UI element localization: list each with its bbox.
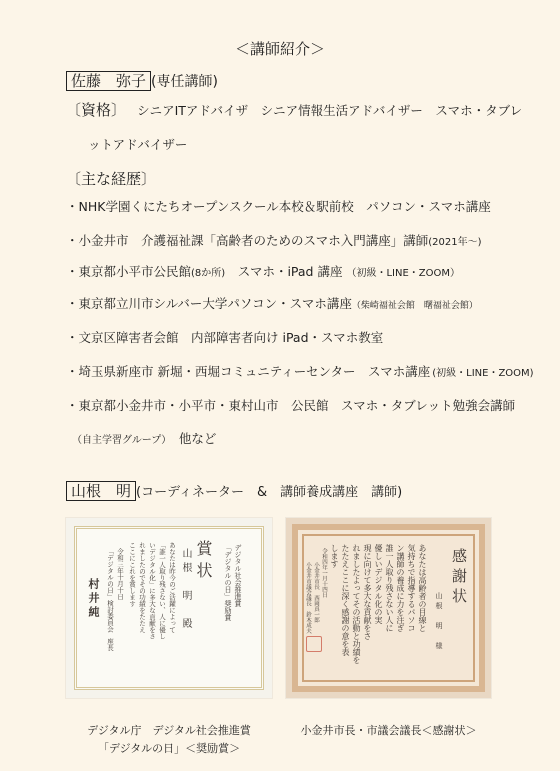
qualifications-line1: シニアITアドバイザ シニア情報生活アドバイザー スマホ・タブレ [137, 103, 523, 118]
cert-right-body: 現に向けて多大な貢献をさ [363, 544, 372, 640]
cert-left-org: デジタル社会推進賞 [234, 544, 242, 607]
career-item-note: (2021年～) [428, 237, 482, 248]
instructor2-role: (コーディネーター & 講師養成講座 講師) [136, 485, 403, 500]
career-tail [72, 429, 216, 447]
career-item-note: (初級・LINE・ZOOM) [432, 368, 534, 379]
career-item-note: （初級・LINE・ZOOM） [346, 268, 461, 279]
cert-right-body: 誰一人取り残さない人に [385, 544, 394, 632]
cert-right-date: 令和四年一月十四日 [321, 548, 327, 598]
instructor1-name: 佐藤 弥子 [66, 71, 151, 91]
qualifications-row [66, 99, 522, 120]
cert-left-body: いデジタル化」に多大な貢献をさ [148, 542, 156, 640]
career-item-text: ・NHK学園くにたちオープンスクール本校＆駅前校 パソコン・スマホ講座 [66, 199, 491, 214]
career-item-text: ・文京区障害者会館 内部障害者向け iPad・スマホ教室 [66, 330, 384, 345]
cert-right-body: ン講師の養成に力を注ぎ [396, 544, 405, 632]
cert-right-body: します [330, 544, 339, 568]
caption-right: 小金井市長・市議会議長＜感謝状＞ [300, 724, 477, 737]
cert-right-recipient: 山根 明 様 [435, 592, 443, 652]
career-item-text: ・東京都小金井市・小平市・東村山市 公民館 スマホ・タブレット勉強会講師 [66, 398, 516, 413]
cert-left-recipient: 山根 明 殿 [180, 548, 191, 632]
cert-left-body: ここにこれを賞します [128, 542, 136, 607]
cert-right-body: 優しいデジタル化の実 [374, 544, 383, 624]
career-item-note: (8か所) [191, 268, 226, 279]
career-item-text: スマホ・iPad 講座 [225, 264, 343, 279]
instructor1-role: (専任講師) [151, 74, 218, 90]
career-tail-text: 他など [166, 431, 217, 446]
instructor2-name: 山根 明 [66, 481, 136, 501]
cert-right-body: 気持ちで指導するパソコ [407, 544, 416, 632]
cert-right-heading: 感謝状 [450, 548, 468, 608]
caption-left-line1: デジタル庁 デジタル社会推進賞 [87, 724, 251, 737]
cert-right-seal-icon [306, 636, 322, 652]
cert-left-body: あなたは昨今のご活躍によって [168, 542, 176, 633]
career-item [66, 362, 534, 380]
cert-left-body: 「誰一人取り残さない、人に優し [158, 542, 166, 640]
cert-right-body: たたえここに深く感謝の意を表 [341, 544, 350, 656]
career-item-note: （柴崎福祉会館 曙福祉会館） [351, 301, 478, 311]
career-item [66, 231, 482, 249]
career-item-text: ・埼玉県新座市 新堀・西堀コミュニティーセンター スマホ講座 [66, 364, 431, 379]
career-item-text: ・東京都小平市公民館 [66, 264, 192, 279]
career-item [66, 328, 383, 346]
cert-left-date: 令和三年十月十日 [116, 548, 124, 600]
cert-right-body: れましたよってその活動と功績を [352, 544, 361, 664]
cert-left-body: れましたのでその功績をたたえ [138, 542, 146, 633]
cert-left-award: 「デジタルの日」奨励賞 [224, 544, 232, 621]
career-item [66, 262, 460, 280]
qualifications-label: 〔資格〕 [66, 101, 127, 119]
cert-left-chair: 座長 [106, 638, 114, 651]
career-label: 〔主な経歴〕 [66, 170, 157, 188]
career-tail-note: （自主学習グループ） [72, 435, 167, 446]
cert-left-committee: 「デジタルの日」検討委員会 [106, 548, 114, 633]
cert-right-signer: 小金井市長 西岡真一郎 [313, 562, 319, 623]
certificate-left-photo [66, 518, 272, 698]
career-item [66, 396, 515, 414]
career-item [66, 197, 491, 215]
career-item [66, 294, 478, 312]
career-item-text: ・小金井市 介護福祉課「高齢者のためのスマホ入門講座」講師 [66, 233, 429, 248]
career-item-text: ・東京都立川市シルバー大学パソコン・スマホ講座 [66, 296, 352, 311]
instructor1-heading [66, 71, 218, 91]
page-title: ＜講師紹介＞ [234, 40, 325, 58]
caption-left-line2: 「デジタルの日」＜奨励賞＞ [97, 742, 241, 755]
cert-left-heading: 賞状 [194, 540, 213, 584]
qualifications-line2: ットアドバイザー [88, 137, 188, 152]
cert-right-signer: 小金井市議会議長 鈴木成夫 [305, 562, 311, 634]
cert-right-body: あなたは高齢者の目線と [418, 544, 427, 632]
certificate-right-photo [286, 518, 491, 698]
instructor2-heading [66, 481, 402, 501]
cert-left-signature: 村井純 [87, 578, 100, 620]
